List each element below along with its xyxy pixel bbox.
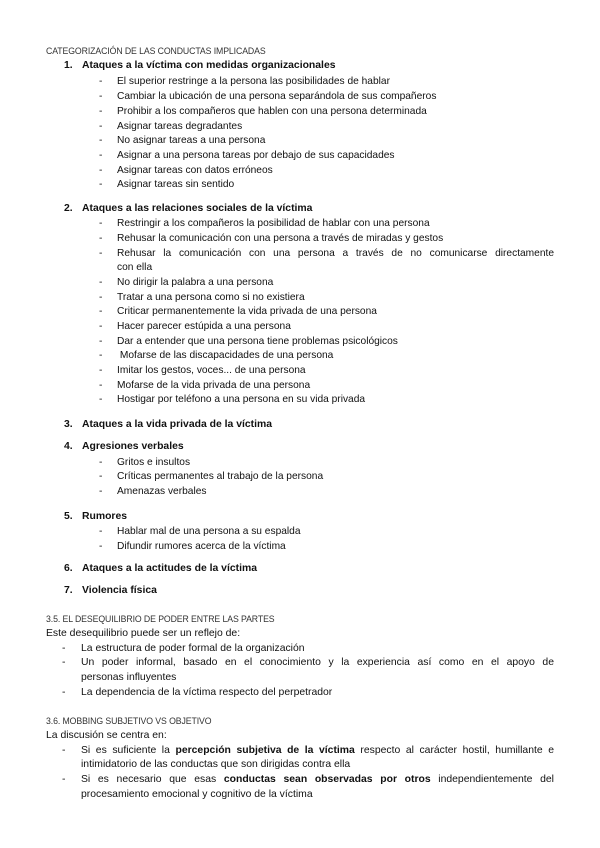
section-7-label: Violencia física (82, 585, 157, 596)
paragraph-desequilibrio: Este desequilibrio puede ser un reflejo de: (46, 628, 241, 639)
section-5-label: Rumores (82, 511, 128, 522)
heading-mobbing: 3.6. MOBBING SUBJETIVO VS OBJETIVO (46, 715, 212, 726)
heading-categorizacion: CATEGORIZACIÓN DE LAS CONDUCTAS IMPLICADAS (46, 45, 266, 56)
heading-desequilibrio: 3.5. EL DESEQUILIBRIO DE PODER ENTRE LAS PARTES (46, 613, 275, 624)
emphasis: conductas sean observadas por otros (223, 774, 431, 785)
section-3-number: 3. (64, 419, 73, 430)
section-5-number: 5. (64, 511, 73, 522)
section-2-label: Ataques a las relaciones sociales de la víctima (82, 203, 313, 214)
section-6-label: Ataques a la actitudes de la víctima (82, 563, 257, 574)
section-2-number: 2. (64, 203, 73, 214)
section-4-number: 4. (64, 441, 73, 452)
document-page: CATEGORIZACIÓN DE LAS CONDUCTAS IMPLICADAS 1. Ataques a la víctima con medidas organizacionales - El superior restringe a la persona las posibilidades de hablar - Cambiar la ubicación de una persona separándola de sus compañeros - Prohibir a los compañeros que hablen con una persona determinada - Asignar tareas degradantes - No asignar tareas a una persona - Asignar a una persona tareas por debajo de sus capacidades - Asignar tareas con datos erróneos - Asignar tareas sin sentido 2. Ataques a las relaciones sociales de la víctima - Restringir a los compañeros la posibilidad de hablar con una persona - Rehusar la comunicación con una persona a través de miradas y gestos - Rehusar la comunicación con una persona a través de no comunicarse directamente con ella - No dirigir la palabra a una persona - Tratar a una persona como si no existiera - Criticar permanentemente la vida privada de una persona - Hacer parecer estúpida a una persona - Dar a entender que una persona tiene problemas psicológicos - Mofarse de las discapacidades de una persona - Imitar los gestos, voces... de una persona - Mofarse de la vida privada de una persona - Hostigar por teléfono a una persona en su vida privada 3. Ataques a la vida privada de la víctima 4. Agresiones verbales - Gritos e insultos - Críticas permanentes al trabajo de la persona - Amenazas verbales 5. Rumores - Hablar mal de una persona a su espalda - Difundir rumores acerca de la víctima 6. Ataques a la actitudes de la víctima 7. Violencia física 3.5. EL DESEQUILIBRIO DE PODER ENTRE LAS PARTES Este desequilibrio puede ser un reflejo de: - La estructura de poder formal de la organización - Un poder informal, basado en el conocimiento y la experiencia así como en el apoyo de personas influyentes - La dependencia de la víctima respecto del perpetrador 3.6. MOBBING SUBJETIVO VS OBJETIVO La discusión se centra en: - Si es suficiente la percepción subjetiva de la víctima respecto al carácter hostil, humillante e intimidatorio de las conductas que son dirigidas contra ella - Si es necesario que esas conductas sean observadas por otros independientemente del procesamiento emocional y cognitivo de la víctima (46, 45, 554, 800)
paragraph-mobbing: La discusión se centra en: (46, 730, 167, 741)
section-3-label: Ataques a la vida privada de la víctima (82, 419, 272, 430)
emphasis: percepción subjetiva de la víctima (175, 745, 355, 756)
section-6-number: 6. (64, 563, 73, 574)
section-4-label: Agresiones verbales (82, 441, 184, 452)
section-7-number: 7. (64, 585, 73, 596)
section-1-label: Ataques a la víctima con medidas organizacionales (82, 60, 336, 71)
section-1-number: 1. (64, 60, 73, 71)
